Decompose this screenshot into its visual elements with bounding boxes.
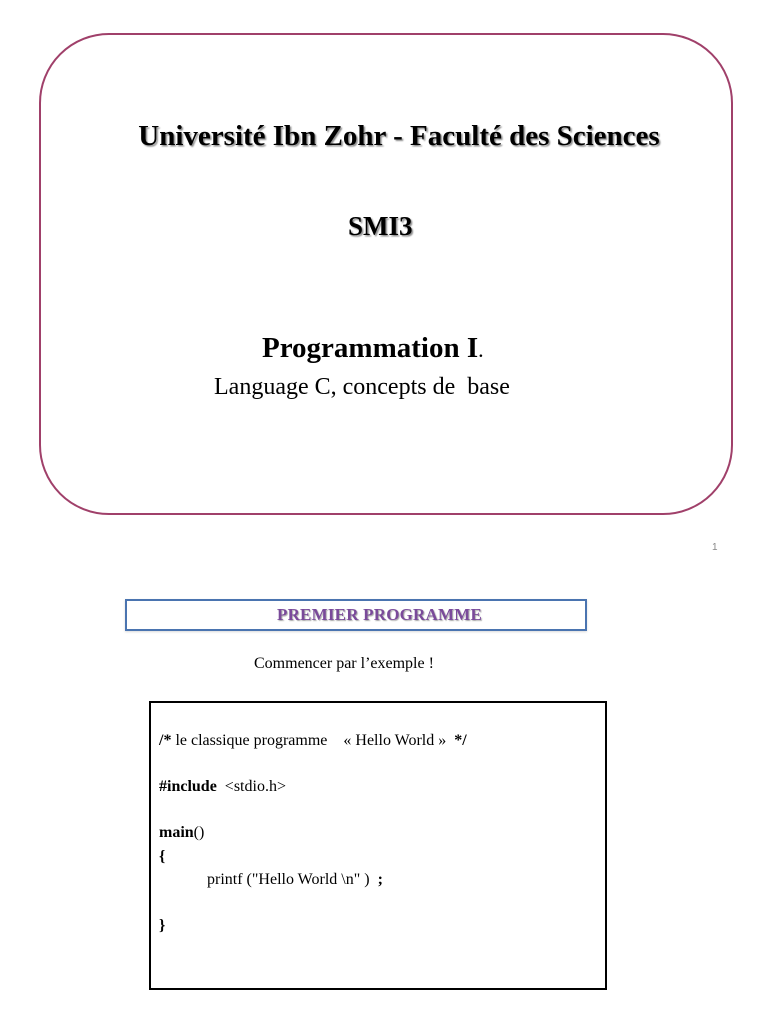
course-name — [262, 332, 484, 365]
comment-open: /* — [159, 732, 172, 749]
course-subtitle: Language C, concepts de base — [214, 374, 510, 400]
printf-statement: printf ("Hello World \n" ) — [159, 871, 378, 888]
course-code: SMI3 — [348, 211, 413, 241]
section-header-box — [125, 599, 587, 631]
course-name-text: Programmation I — [262, 332, 479, 364]
comment-close: */ — [454, 732, 467, 749]
printf-semicolon: ; — [377, 871, 383, 888]
code-line-brace-open: { — [159, 848, 166, 865]
include-argument: <stdio.h> — [216, 778, 286, 795]
code-line-printf — [159, 871, 383, 889]
code-block — [149, 701, 607, 990]
page-number: 1 — [712, 542, 718, 553]
code-line-comment — [159, 732, 467, 750]
intro-text: Commencer par l’exemple ! — [254, 655, 434, 672]
main-keyword: main — [159, 824, 194, 841]
university-title: Université Ibn Zohr - Faculté des Sciences — [138, 120, 660, 152]
course-name-suffix: . — [478, 337, 484, 362]
comment-text: le classique programme « Hello World » — [171, 732, 455, 749]
section-title: PREMIER PROGRAMME — [277, 605, 483, 624]
title-slide-frame — [39, 33, 733, 515]
code-line-brace-close: } — [159, 917, 166, 934]
code-line-main — [159, 824, 204, 842]
main-parens: () — [193, 824, 205, 841]
code-line-include — [159, 778, 286, 796]
include-keyword: #include — [159, 778, 217, 795]
